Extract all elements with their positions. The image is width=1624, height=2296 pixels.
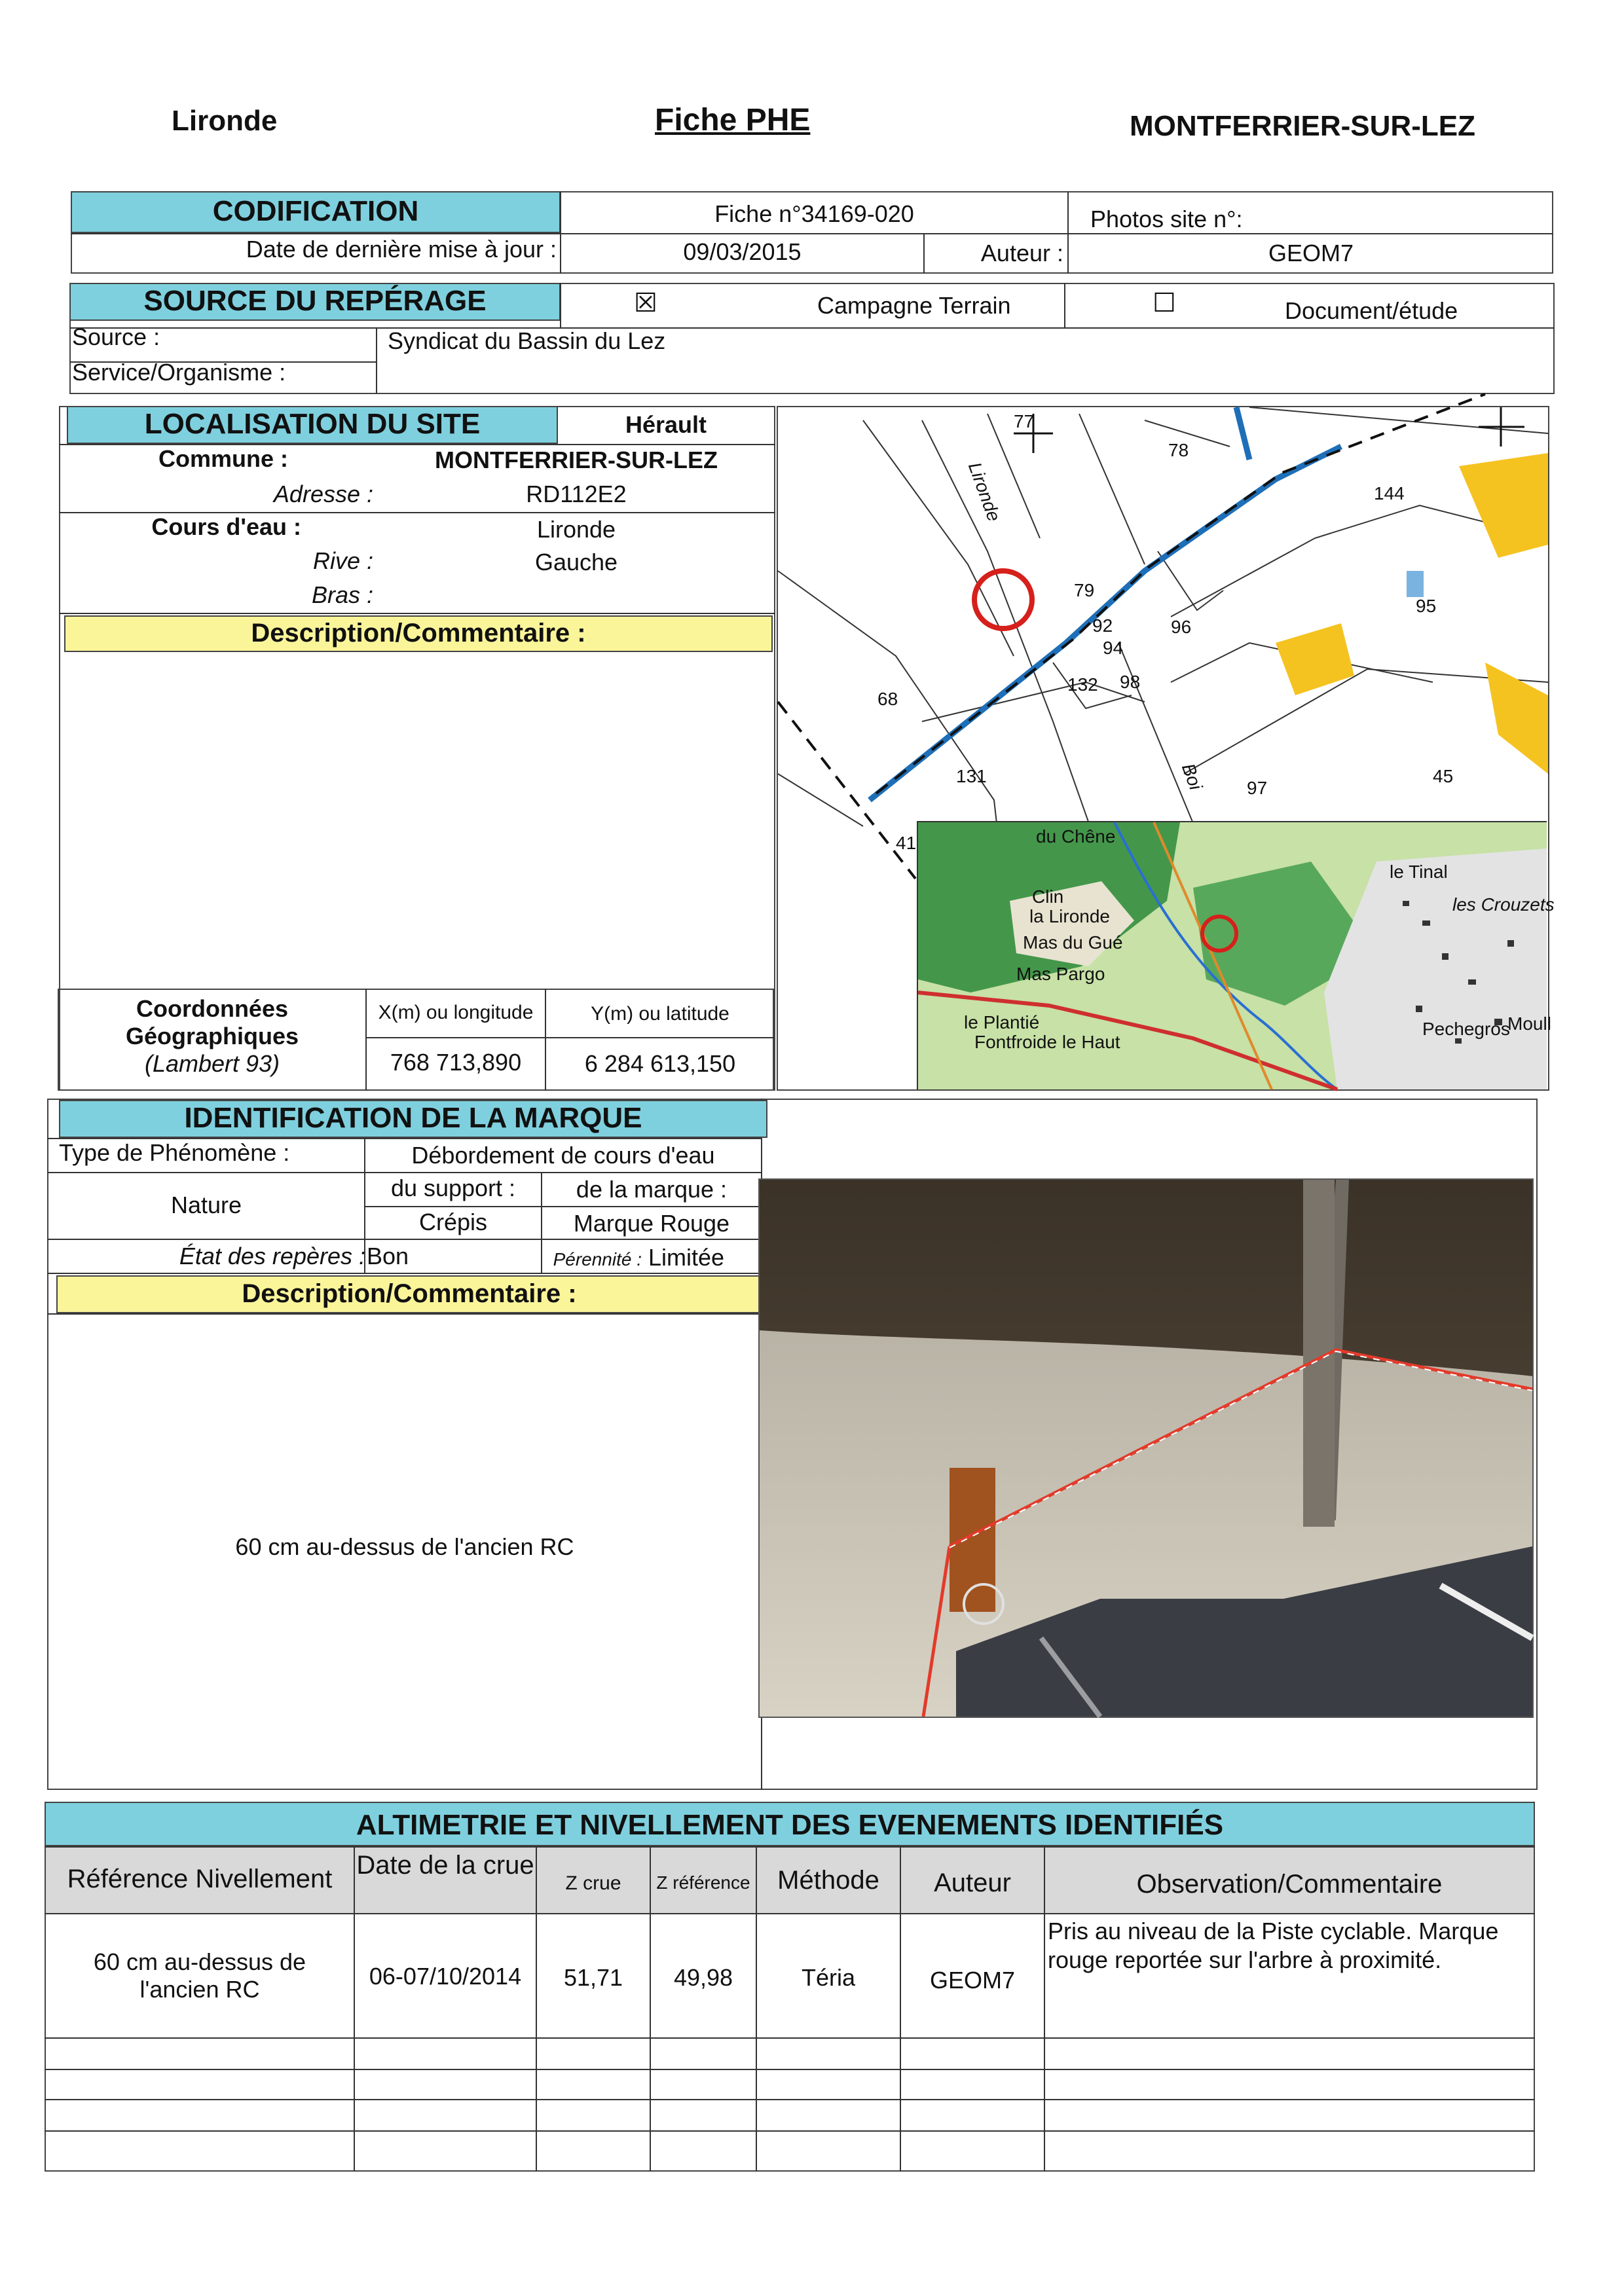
topographic-inset-map [917,821,1555,1089]
source-heading: SOURCE DU REPÉRAGE [69,283,561,321]
marque-label: de la marque : [576,1176,728,1203]
identification-desc-heading: Description/Commentaire : [56,1275,762,1313]
document-etude-checkbox[interactable]: ☐ [1153,289,1176,318]
topo-label: Mas du Gué [1023,932,1123,953]
parcel-label: 79 [1074,580,1095,600]
map-road-label: Boi [1177,761,1206,793]
cadastre-map [777,406,1555,1091]
coord-label-1: Coordonnées [136,995,288,1022]
parcel-label: 45 [1433,766,1454,786]
row-z-crue: 51,71 [563,1964,623,1991]
adresse-value: RD112E2 [526,481,627,507]
topo-label: du Chêne [1036,826,1116,847]
rive-label: Rive : [312,547,373,574]
topo-label: les Crouzets [1452,894,1555,915]
cours-label: Cours d'eau : [151,513,301,540]
service-label: Service/Organisme : [72,359,286,386]
commune-value: MONTFERRIER-SUR-LEZ [435,446,718,473]
codification-heading: CODIFICATION [71,191,561,233]
row-reference: 60 cm au-dessus de l'ancien RC [93,1948,306,2003]
support-value: Crépis [418,1209,488,1235]
col-z-reference: Z référence [656,1872,750,1893]
adresse-label: Adresse : [273,481,373,507]
parcel-label: 68 [877,689,898,709]
parcel-label: 96 [1171,617,1192,637]
topo-label: Moull [1507,1013,1551,1034]
parcel-label: 95 [1416,596,1437,616]
col-date: Date de la crue [356,1851,534,1880]
localisation-heading: LOCALISATION DU SITE [67,406,558,444]
rive-value: Gauche [534,549,618,575]
support-label: du support : [390,1175,516,1201]
document-etude-label: Document/étude [1285,297,1458,324]
parcel-label: 94 [1103,638,1124,658]
row-observation: Pris au niveau de la Piste cyclable. Marque rouge reportée sur l'arbre à proximité. [1048,1918,1499,1973]
x-label: X(m) ou longitude [378,1002,534,1023]
auteur-value: GEOM7 [1268,240,1354,266]
perennite-label: Pérennité : [553,1249,642,1269]
col-methode: Méthode [777,1866,879,1895]
row-z-reference: 49,98 [673,1964,733,1991]
date-value: 09/03/2015 [683,238,802,265]
source-label: Source : [72,323,160,350]
row-auteur: GEOM7 [929,1967,1016,1994]
type-value: Débordement de cours d'eau [411,1142,715,1169]
river-name: Lironde [172,105,278,137]
identification-heading: IDENTIFICATION DE LA MARQUE [59,1100,767,1138]
topo-label: la Lironde [1029,906,1110,926]
col-auteur: Auteur [934,1868,1011,1897]
site-photo [758,1178,1534,1718]
nature-label: Nature [170,1192,242,1218]
auteur-label: Auteur : [980,240,1063,266]
altimetrie-heading: ALTIMETRIE ET NIVELLEMENT DES EVENEMENTS IDENTIFIÉS [45,1802,1535,1846]
topo-label: Mas Pargo [1016,964,1105,984]
identification-desc-value: 60 cm au-dessus de l'ancien RC [235,1533,574,1560]
parcel-label: 144 [1374,483,1405,503]
parcel-label: 92 [1092,615,1113,636]
parcel-label: 77 [1014,411,1035,431]
row-methode: Téria [801,1964,856,1991]
parcel-label: 98 [1120,672,1141,692]
type-label: Type de Phénomène : [59,1139,290,1166]
col-observation: Observation/Commentaire [1136,1870,1443,1899]
row-date: 06-07/10/2014 [369,1963,522,1990]
col-z-crue: Z crue [565,1872,621,1894]
localisation-desc-heading: Description/Commentaire : [64,615,773,652]
topo-label: le Plantié [964,1012,1040,1032]
date-label: Date de dernière mise à jour : [246,236,557,263]
map-river-label: Lironde [964,460,1005,524]
x-value: 768 713,890 [390,1049,522,1076]
service-value: Syndicat du Bassin du Lez [388,327,666,354]
commune-name: MONTFERRIER-SUR-LEZ [1130,110,1475,142]
page-title: Fiche PHE [655,103,811,137]
commune-label: Commune : [158,445,288,472]
marque-value: Marque Rouge [573,1210,730,1237]
parcel-label: 132 [1067,674,1098,695]
coord-label-2: Géographiques [125,1023,299,1049]
cours-value: Lironde [536,516,616,543]
coord-label-3: (Lambert 93) [144,1050,280,1077]
parcel-label: 41 [896,833,917,853]
topo-label: Clin [1032,886,1064,907]
bras-label: Bras : [311,581,373,608]
departement: Hérault [625,411,707,438]
campagne-terrain-checkbox[interactable]: ☒ [634,289,657,318]
perennite-value: Limitée [648,1244,725,1271]
col-reference: Référence Nivellement [67,1865,333,1893]
etat-label: État des repères : [179,1243,365,1269]
y-label: Y(m) ou latitude [591,1003,729,1025]
photos-label: Photos site n°: [1090,206,1243,232]
topo-label: Pechegros [1422,1019,1510,1039]
parcel-label: 78 [1168,440,1189,460]
y-value: 6 284 613,150 [584,1050,736,1077]
fiche-number: Fiche n°34169-020 [714,200,914,227]
parcel-label: 131 [956,766,987,786]
topo-label: Fontfroide le Haut [974,1032,1120,1052]
topo-label: le Tinal [1390,862,1448,882]
parcel-label: 97 [1247,778,1268,798]
campagne-terrain-label: Campagne Terrain [817,292,1011,319]
etat-value: Bon [367,1243,409,1269]
